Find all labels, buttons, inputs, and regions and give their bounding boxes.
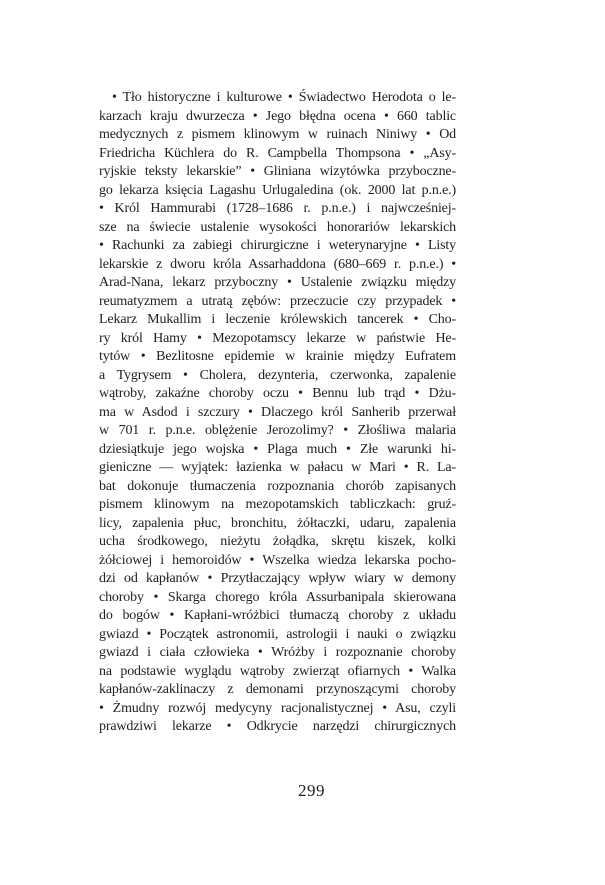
text-line: ucha środkowego, nieżytu żołądka, skrętu kiszek, kolki — [99, 534, 456, 549]
text-line: medycznych z pismem klinowym w ruinach Niniwy • Od — [99, 127, 456, 142]
text-line: Arad-Nana, lekarz przyboczny • Ustalenie związku między — [99, 275, 456, 290]
text-line: ma w Asdod i szczury • Dlaczego król Sanherib przerwał — [99, 404, 456, 420]
text-line: żółciowej i hemoroidów • Wszelka wiedza lekarska pocho- — [99, 552, 456, 568]
text-line: • Król Hammurabi (1728–1686 r. p.n.e.) i najwcześniej- — [99, 201, 456, 216]
text-line: • Tło historyczne i kulturowe • Świadectwo Herodota o le- — [112, 90, 456, 105]
text-line: gieniczne — wyjątek: łazienka w pałacu w Mari • R. La- — [99, 460, 456, 475]
text-line: choroby • Skarga chorego króla Assurbanipala skierowana — [99, 589, 456, 605]
page-number: 299 — [298, 781, 325, 800]
text-line: prawdziwi lekarze • Odkrycie narzędzi chirurgicznych — [99, 719, 456, 734]
text-line: karzach kraju dwurzecza • Jego błędna ocena • 660 tablic — [99, 108, 456, 124]
text-line: kapłanów-zaklinaczy z demonami przynoszącymi choroby — [99, 682, 456, 697]
text-line: Lekarz Mukallim i leczenie królewskich tancerek • Cho- — [99, 312, 456, 327]
text-line: licy, zapalenia płuc, bronchitu, żółtaczki, udaru, zapalenia — [99, 515, 456, 531]
text-line: w 701 r. p.n.e. oblężenie Jerozolimy? • Złośliwa malaria — [99, 423, 456, 438]
text-line: ryjskie teksty lekarskie” • Gliniana wizytówka przyboczne- — [99, 164, 456, 179]
text-line: bat dokonuje tłumaczenia rozpoznania chorób zapisanych — [99, 478, 456, 494]
text-line: a Tygrysem • Cholera, dezynteria, czerwonka, zapalenie — [99, 367, 456, 383]
text-line: lekarskie z dworu króla Assarhaddona (680–669 r. p.n.e.) • — [99, 256, 456, 272]
text-line: • Żmudny rozwój medycyny racjonalistycznej • Asu, czyli — [99, 700, 456, 716]
text-line: ry król Hamy • Mezopotamscy lekarze w państwie He- — [99, 330, 456, 346]
text-line: Friedricha Küchlera do R. Campbella Thompsona • „Asy- — [99, 145, 456, 161]
text-line: na podstawie wyglądu wątroby zwierząt ofiarnych • Walka — [99, 663, 456, 679]
text-line: dziesiątkuje jego wojska • Plaga much • Złe warunki hi- — [99, 441, 456, 457]
text-line: wątroby, zakaźne choroby oczu • Bennu lub trąd • Dżu- — [99, 386, 456, 401]
text-line: go lekarza księcia Lagashu Urlugaledina (ok. 2000 lat p.n.e.) — [99, 182, 456, 198]
text-line: pismem klinowym na mezopotamskich tabliczkach: gruź- — [99, 497, 456, 512]
text-line: sze na świecie ustalenie wysokości honorariów lekarskich — [99, 219, 456, 235]
chapter-summary-text — [99, 89, 456, 737]
text-line: reumatyzmem a utratą zębów: przeczucie czy przypadek • — [99, 293, 456, 309]
text-line: gwiazd i ciała człowieka • Wróżby i rozpoznanie choroby — [99, 645, 456, 660]
text-line: dzi od kapłanów • Przytłaczający wpływ wiary w demony — [99, 571, 456, 586]
text-line: • Rachunki za zabiegi chirurgiczne i weterynaryjne • Listy — [99, 238, 456, 253]
text-line: tytów • Bezlitosne epidemie w krainie między Eufratem — [99, 349, 456, 364]
text-line: do bogów • Kapłani-wróżbici tłumaczą choroby z układu — [99, 608, 456, 623]
text-line: gwiazd • Początek astronomii, astrologii i nauki o związku — [99, 626, 456, 642]
